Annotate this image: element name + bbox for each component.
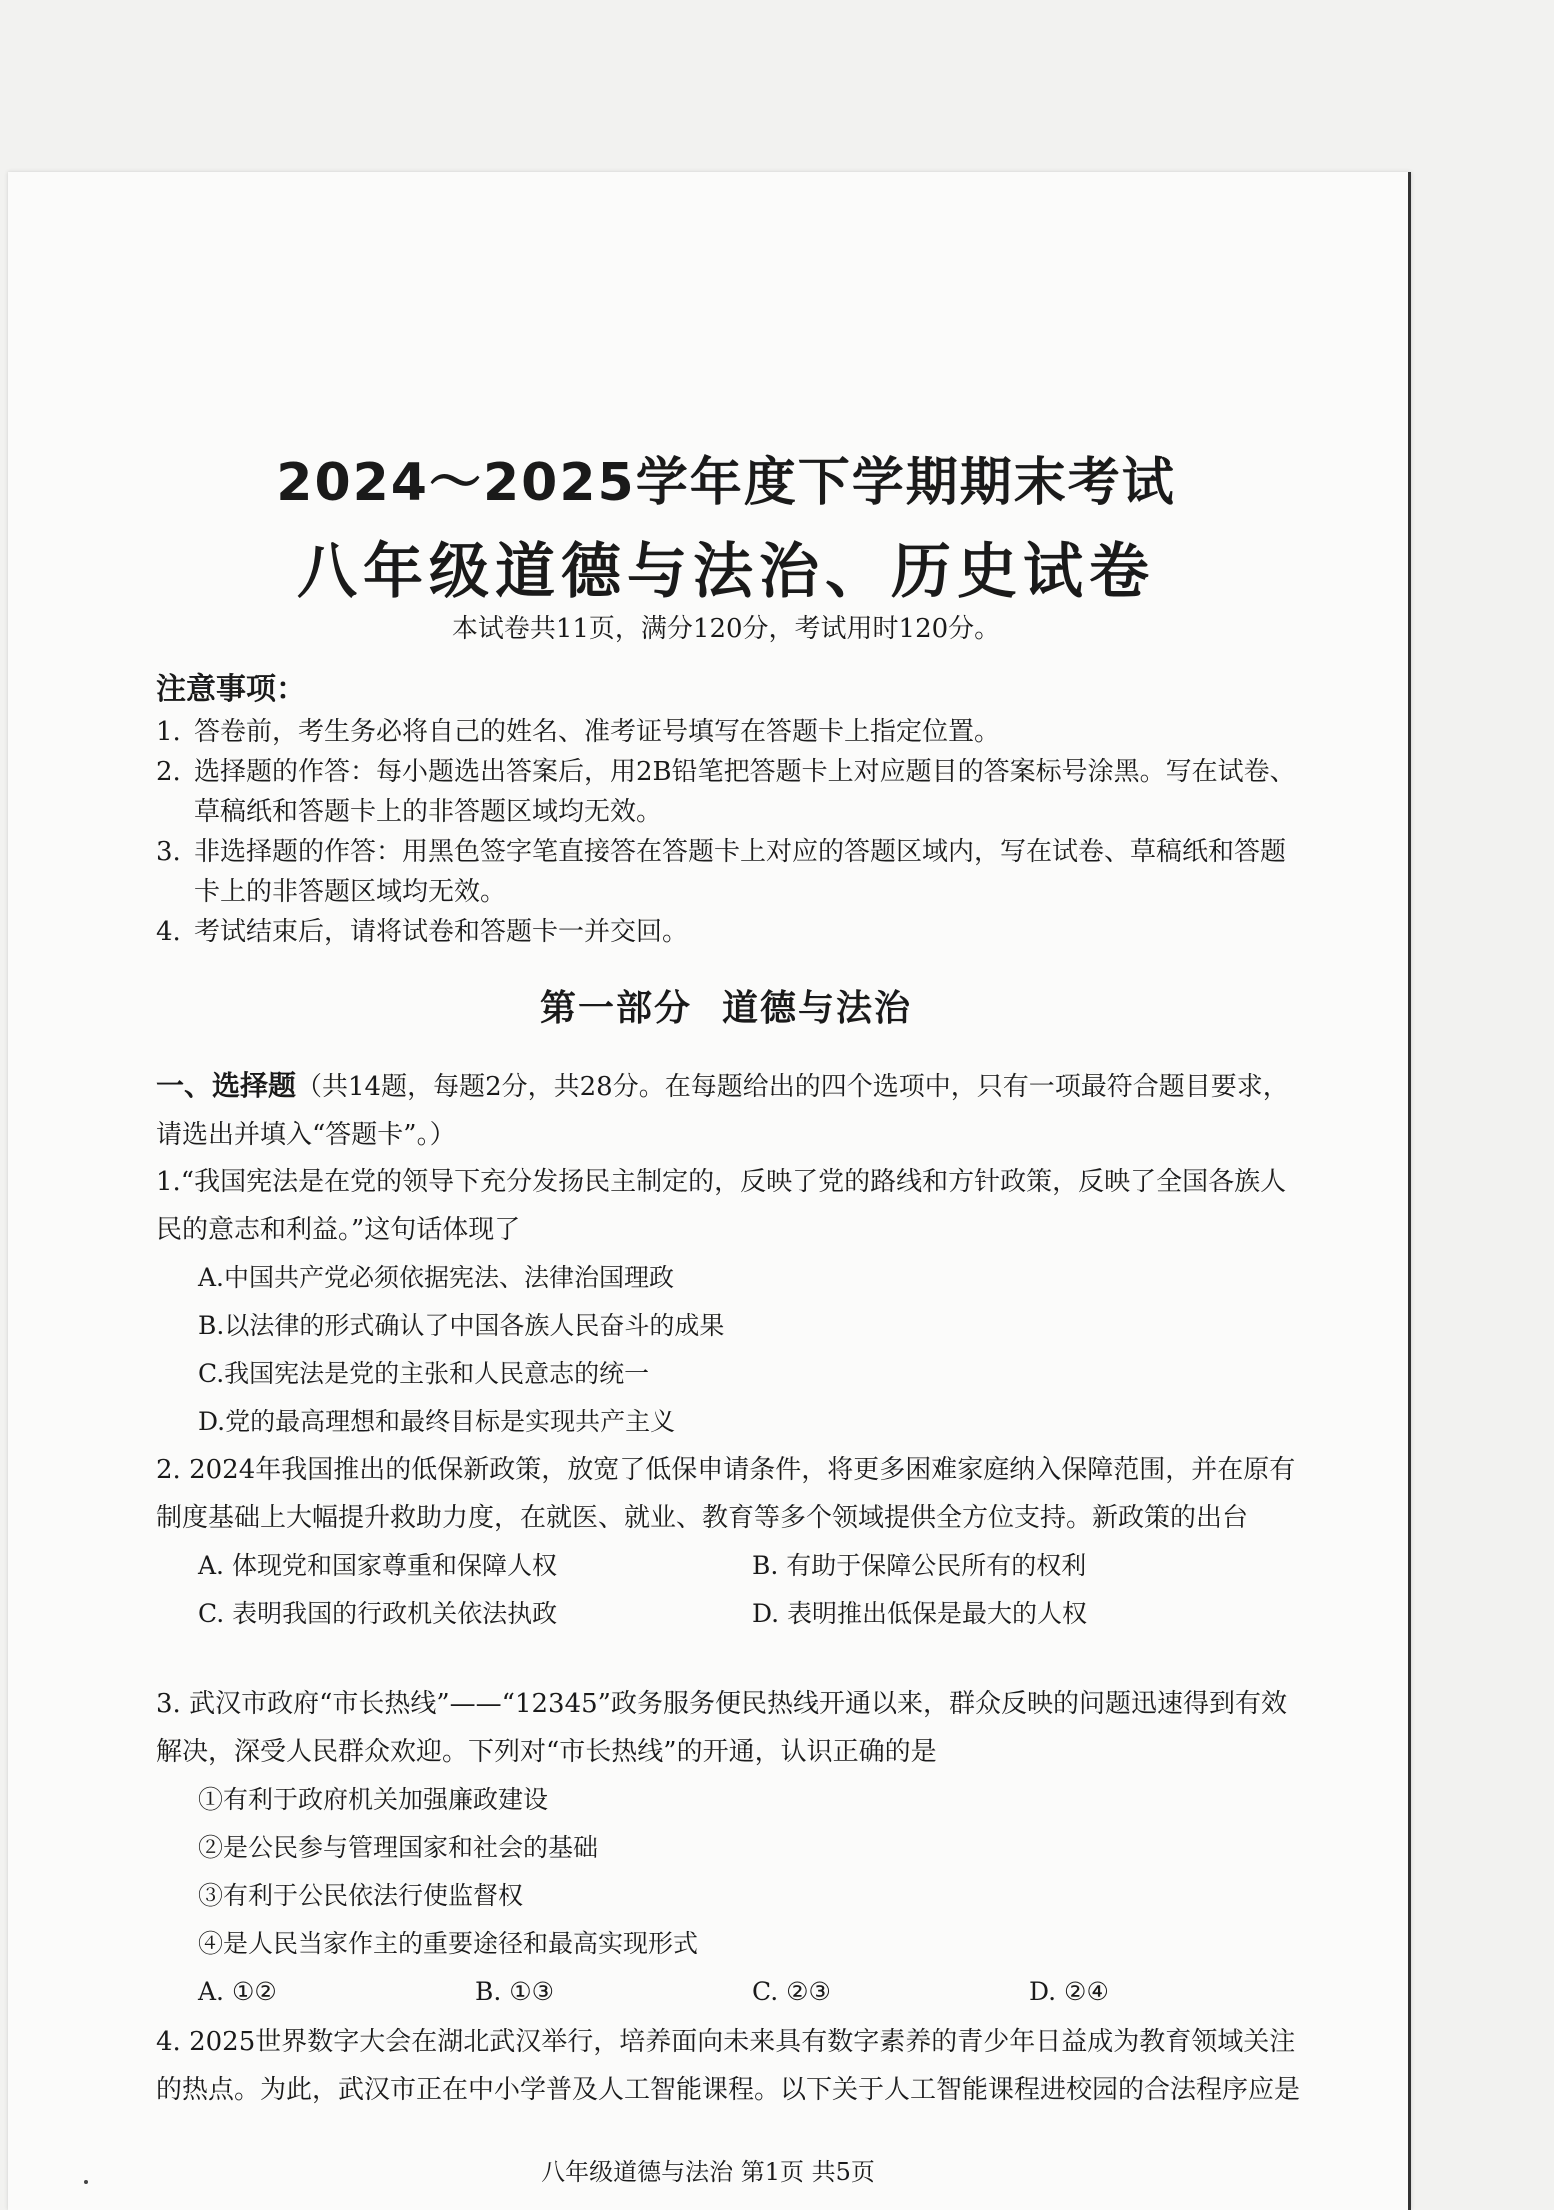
option-d: D.党的最高理想和最终目标是实现共产主义 [198,1407,676,1436]
question-stem: 4. 2025世界数字大会在湖北武汉举行，培养面向未来具有数字素养的青少年日益成为教育领域关注的热点。为此，武汉市正在中小学普及人工智能课程。以下关于人工智能课程进校园的合法程序应是 [156,2027,1301,2105]
note-text: 答卷前，考生务必将自己的姓名、准考证号填写在答题卡上指定位置。 [194,717,1001,747]
option-d: D. ②④ [1029,1977,1109,2006]
question-1 [156,1158,1306,1446]
option-row [156,1542,1306,1590]
question-stem: 2. 2024年我国推出的低保新政策，放宽了低保申请条件，将更多困难家庭纳入保障范围，并在原有制度基础上大幅提升救助力度，在就医、就业、教育等多个领域提供全方位支持。新政策的出台 [156,1455,1296,1533]
note-text: 选择题的作答：每小题选出答案后，用2B铅笔把答题卡上对应题目的答案标号涂黑。写在试卷、草稿纸和答题卡上的非答题区域均无效。 [194,757,1296,827]
option-c: C. ②③ [752,1977,831,2006]
option-c: C.我国宪法是党的主张和人民意志的统一 [198,1359,650,1388]
option-b: B. ①③ [475,1977,555,2006]
notes-title: 注意事项： [156,672,306,707]
statement-2: ②是公民参与管理国家和社会的基础 [198,1833,599,1862]
option-a: A. 体现党和国家尊重和保障人权 [198,1551,557,1580]
note-text: 非选择题的作答：用黑色签字笔直接答在答题卡上对应的答题区域内，写在试卷、草稿纸和答题卡上的非答题区域均无效。 [194,837,1287,907]
question-2 [156,1446,1306,1638]
statement-1: ①有利于政府机关加强廉政建设 [198,1785,549,1814]
exam-sheet [8,172,1411,2210]
option-b: B.以法律的形式确认了中国各族人民奋斗的成果 [198,1311,725,1340]
note-number: 4. [156,917,181,947]
option-row [156,1968,1306,2016]
question-stem: 3. 武汉市政府“市长热线”——“12345”政务服务便民热线开通以来，群众反映的问题迅速得到有效解决，深受人民群众欢迎。下列对“市长热线”的开通，认识正确的是 [156,1689,1287,1767]
option-d: D. 表明推出低保是最大的人权 [752,1599,1088,1628]
section-header [156,1062,1306,1159]
section-title: 一、选择题 [156,1069,297,1102]
exam-info: 本试卷共11页，满分120分，考试用时120分。 [451,614,1001,644]
page-footer: 八年级道德与法治 第1页 共5页 [541,2158,875,2186]
option-a: A.中国共产党必须依据宪法、法律治国理政 [198,1263,675,1292]
option-c: C. 表明我国的行政机关依法执政 [198,1599,558,1628]
scan-speck [84,2180,88,2184]
exam-title-line1: 2024～2025学年度下学期期末考试 [276,453,1176,513]
exam-title-line2: 八年级道德与法治、历史试卷 [297,537,1155,607]
option-b: B. 有助于保障公民所有的权利 [752,1551,1087,1580]
question-4 [156,2018,1306,2114]
option-row [156,1590,1306,1638]
note-number: 1. [156,717,181,747]
option-a: A. ①② [198,1977,277,2006]
note-number: 3. [156,837,181,867]
note-number: 2. [156,757,181,787]
note-item [156,712,1296,752]
note-text: 考试结束后，请将试卷和答题卡一并交回。 [194,917,689,947]
part-title [156,980,1296,1031]
note-item [156,832,1296,912]
part-name: 道德与法治 [722,988,913,1029]
question-3 [156,1680,1306,2016]
notes-section [156,664,1296,952]
statement-4: ④是人民当家作主的重要途径和最高实现形式 [198,1929,699,1958]
statement-3: ③有利于公民依法行使监督权 [198,1881,524,1910]
question-stem: 1.“我国宪法是在党的领导下充分发扬民主制定的，反映了党的路线和方针政策，反映了全国各族人民的意志和利益。”这句话体现了 [156,1167,1287,1245]
note-item [156,752,1296,832]
note-item [156,912,1296,952]
section-instruction: （共14题，每题2分，共28分。在每题给出的四个选项中，只有一项最符合题目要求，请选出并填入“答题卡”。） [156,1072,1289,1150]
part-label: 第一部分 [539,988,692,1029]
